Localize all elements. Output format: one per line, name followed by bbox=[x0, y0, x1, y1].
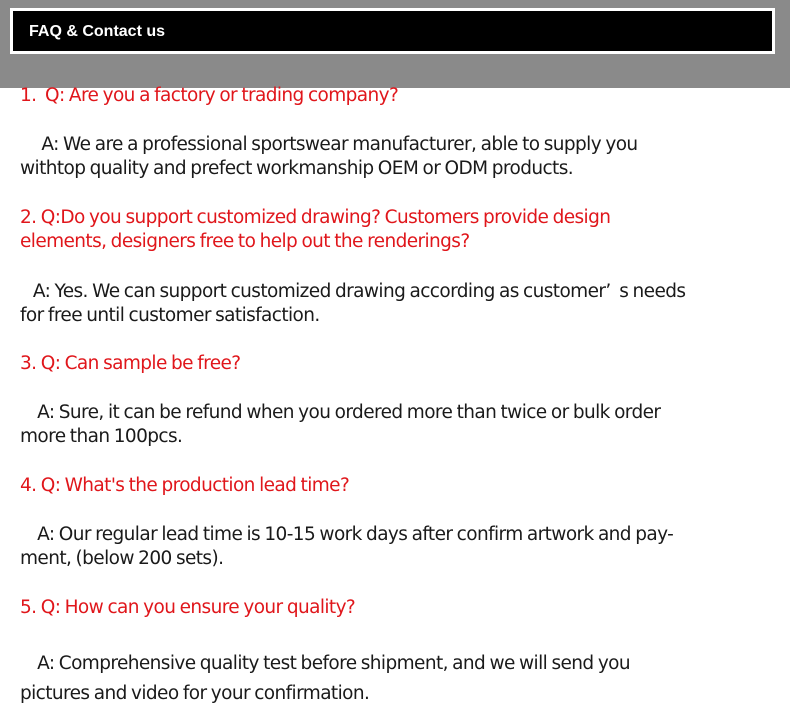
faq-answer-3-line-2: more than 100pcs. bbox=[20, 426, 183, 447]
faq-question-4 bbox=[20, 474, 770, 498]
header-bar bbox=[10, 8, 775, 54]
faq-answer-4-line-2: ment, (below 200 sets). bbox=[20, 548, 224, 569]
faq-question-2 bbox=[20, 206, 770, 254]
faq-answer-2-line-1: A: Yes. We can support customized drawing according as customer’ s needs bbox=[20, 281, 686, 302]
faq-question-3-line-1: 3. Q: Can sample be free? bbox=[20, 353, 241, 374]
header-band bbox=[0, 0, 790, 88]
faq-question-5-line-1: 5. Q: How can you ensure your quality? bbox=[20, 597, 356, 618]
faq-answer-5-line-2: pictures and video for your confirmation. bbox=[20, 683, 370, 704]
faq-question-1 bbox=[20, 84, 770, 108]
faq-answer-2-line-2: for free until customer satisfaction. bbox=[20, 305, 320, 326]
faq-question-1-line-1: 1. Q: Are you a factory or trading company? bbox=[20, 85, 399, 106]
faq-answer-4-line-1: A: Our regular lead time is 10-15 work days after confirm artwork and pay- bbox=[20, 524, 674, 545]
faq-answer-3 bbox=[20, 401, 770, 449]
faq-answer-3-line-1: A: Sure, it can be refund when you ordered more than twice or bulk order bbox=[20, 402, 661, 423]
page-title: FAQ & Contact us bbox=[29, 23, 166, 40]
faq-answer-5 bbox=[20, 649, 770, 709]
faq-question-5 bbox=[20, 596, 770, 620]
faq-question-4-line-1: 4. Q: What's the production lead time? bbox=[20, 475, 350, 496]
faq-answer-4 bbox=[20, 523, 770, 571]
faq-answer-1 bbox=[20, 133, 770, 181]
faq-answer-1-line-1: A: We are a professional sportswear manufacturer, able to supply you bbox=[20, 134, 638, 155]
faq-question-2-line-2: elements, designers free to help out the renderings? bbox=[20, 231, 470, 252]
faq-answer-2 bbox=[20, 280, 770, 328]
faq-question-2-line-1: 2. Q:Do you support customized drawing? Customers provide design bbox=[20, 207, 611, 228]
faq-question-3 bbox=[20, 352, 770, 376]
faq-answer-1-line-2: withtop quality and prefect workmanship OEM or ODM products. bbox=[20, 158, 574, 179]
faq-answer-5-line-1: A: Comprehensive quality test before shipment, and we will send you bbox=[20, 653, 631, 674]
